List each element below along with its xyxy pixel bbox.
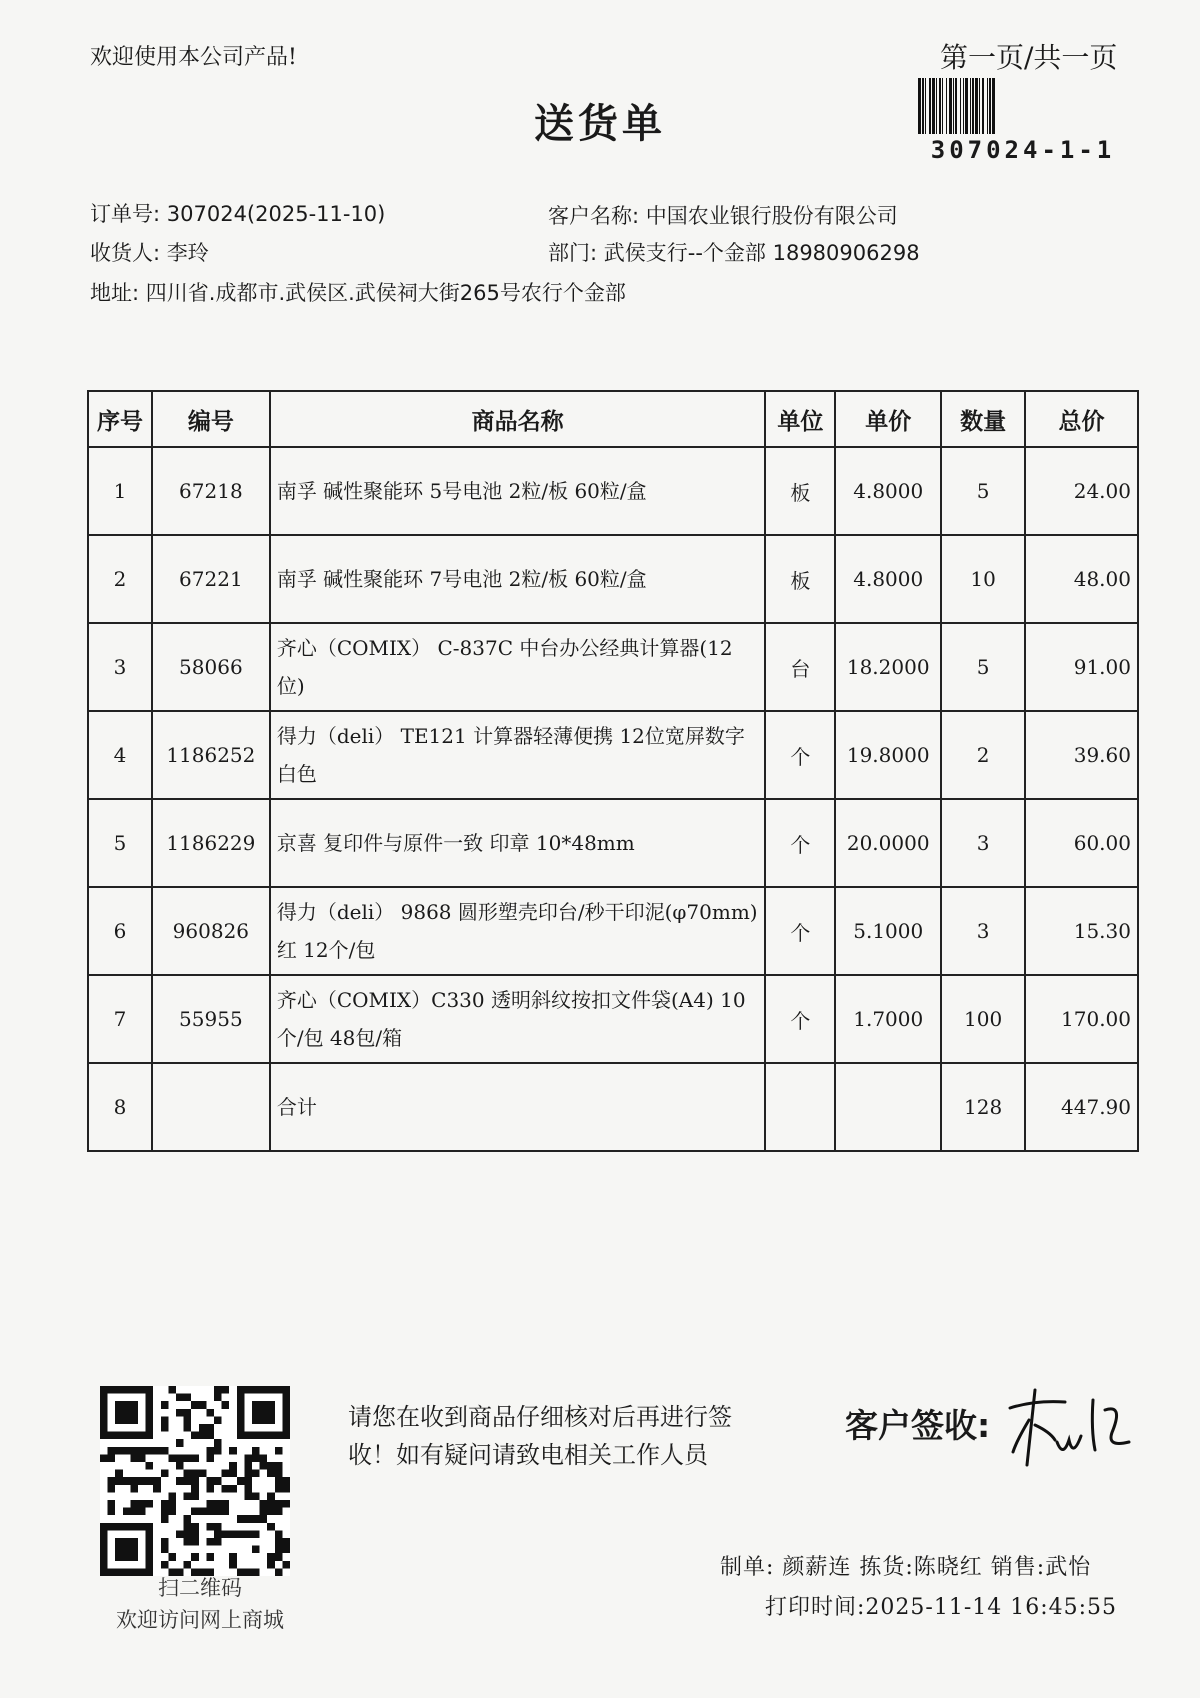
row-unit: 个 <box>765 799 835 887</box>
row-qty: 10 <box>941 535 1025 623</box>
row-no: 2 <box>88 535 152 623</box>
customer-name-field <box>548 200 898 230</box>
row-code: 67221 <box>152 535 270 623</box>
row-price: 18.2000 <box>835 623 941 711</box>
table-row <box>88 535 1138 623</box>
row-code: 960826 <box>152 887 270 975</box>
receipt-notice: 请您在收到商品仔细核对后再进行签收！如有疑问请致电相关工作人员 <box>348 1403 732 1469</box>
row-qty: 3 <box>941 887 1025 975</box>
department-field <box>548 237 920 267</box>
row-price: 4.8000 <box>835 447 941 535</box>
row-no: 6 <box>88 887 152 975</box>
qr-caption <box>80 1572 320 1636</box>
row-name: 得力（deli） 9868 圆形塑壳印台/秒干印泥(φ70mm)红 12个/包 <box>270 887 766 975</box>
row-qty: 5 <box>941 623 1025 711</box>
row-price: 5.1000 <box>835 887 941 975</box>
row-price: 1.7000 <box>835 975 941 1063</box>
row-name: 南孚 碱性聚能环 7号电池 2粒/板 60粒/盒 <box>270 535 766 623</box>
row-total: 24.00 <box>1025 447 1138 535</box>
row-price <box>835 1063 941 1151</box>
row-unit: 板 <box>765 447 835 535</box>
handwritten-signature <box>1005 1370 1135 1480</box>
row-price: 20.0000 <box>835 799 941 887</box>
address-value: 四川省.成都市.武侯区.武侯祠大街265号农行个金部 <box>145 281 626 305</box>
col-header-qty: 数量 <box>941 391 1025 447</box>
qr-caption-mall: 欢迎访问网上商城 <box>116 1608 284 1632</box>
row-total: 60.00 <box>1025 799 1138 887</box>
customer-name-label: 客户名称: <box>548 204 640 228</box>
qr-code <box>100 1386 290 1576</box>
col-header-name: 商品名称 <box>270 391 766 447</box>
document-title: 送货单 <box>534 101 666 147</box>
table-total-row <box>88 1063 1138 1151</box>
row-code: 55955 <box>152 975 270 1063</box>
address-label: 地址: <box>90 281 140 305</box>
row-code: 1186252 <box>152 711 270 799</box>
row-total: 447.90 <box>1025 1063 1138 1151</box>
row-unit: 台 <box>765 623 835 711</box>
row-price: 19.8000 <box>835 711 941 799</box>
row-unit: 个 <box>765 887 835 975</box>
row-price: 4.8000 <box>835 535 941 623</box>
page-indicator: 第一页/共一页 <box>940 41 1118 74</box>
row-code: 1186229 <box>152 799 270 887</box>
col-header-code: 编号 <box>152 391 270 447</box>
col-header-unit: 单位 <box>765 391 835 447</box>
address-field <box>90 277 626 307</box>
row-qty: 5 <box>941 447 1025 535</box>
row-total: 170.00 <box>1025 975 1138 1063</box>
order-number-value: 307024(2025-11-10) <box>166 202 386 226</box>
row-unit: 板 <box>765 535 835 623</box>
row-no: 4 <box>88 711 152 799</box>
row-qty: 100 <box>941 975 1025 1063</box>
row-no: 1 <box>88 447 152 535</box>
col-header-total: 总价 <box>1025 391 1138 447</box>
row-code: 58066 <box>152 623 270 711</box>
row-no: 8 <box>88 1063 152 1151</box>
row-total: 15.30 <box>1025 887 1138 975</box>
row-total: 48.00 <box>1025 535 1138 623</box>
row-name: 南孚 碱性聚能环 5号电池 2粒/板 60粒/盒 <box>270 447 766 535</box>
row-name: 京喜 复印件与原件一致 印章 10*48mm <box>270 799 766 887</box>
row-name: 合计 <box>270 1063 766 1151</box>
table-row <box>88 623 1138 711</box>
barcode-number: 307024-1-1 <box>930 136 1116 164</box>
order-number-field <box>90 198 385 228</box>
row-qty: 128 <box>941 1063 1025 1151</box>
table-row <box>88 887 1138 975</box>
row-no: 3 <box>88 623 152 711</box>
row-name: 齐心（COMIX）C330 透明斜纹按扣文件袋(A4) 10个/包 48包/箱 <box>270 975 766 1063</box>
table-row <box>88 799 1138 887</box>
receiver-field <box>90 237 209 267</box>
print-time: 打印时间:2025-11-14 16:45:55 <box>765 1595 1118 1620</box>
row-unit: 个 <box>765 975 835 1063</box>
row-total: 91.00 <box>1025 623 1138 711</box>
row-qty: 2 <box>941 711 1025 799</box>
order-number-label: 订单号: <box>90 202 161 226</box>
row-no: 7 <box>88 975 152 1063</box>
staff-line: 制单: 颜薪连 拣货:陈晓红 销售:武怡 <box>720 1555 1092 1580</box>
col-header-no: 序号 <box>88 391 152 447</box>
row-code: 67218 <box>152 447 270 535</box>
table-row <box>88 447 1138 535</box>
receiver-label: 收货人: <box>90 241 161 265</box>
table-row <box>88 711 1138 799</box>
customer-name-value: 中国农业银行股份有限公司 <box>645 204 898 228</box>
row-code <box>152 1063 270 1151</box>
row-unit: 个 <box>765 711 835 799</box>
department-value: 武侯支行--个金部 18980906298 <box>603 241 920 265</box>
qr-caption-scan: 扫二维码 <box>158 1576 242 1600</box>
table-header-row <box>88 391 1138 447</box>
welcome-text: 欢迎使用本公司产品! <box>90 45 297 70</box>
row-name: 得力（deli） TE121 计算器轻薄便携 12位宽屏数字 白色 <box>270 711 766 799</box>
row-no: 5 <box>88 799 152 887</box>
items-table <box>87 390 1139 1152</box>
table-row <box>88 975 1138 1063</box>
customer-sign-label: 客户签收: <box>845 1406 991 1445</box>
receiver-value: 李玲 <box>166 241 209 265</box>
row-total: 39.60 <box>1025 711 1138 799</box>
row-unit <box>765 1063 835 1151</box>
department-label: 部门: <box>548 241 598 265</box>
row-name: 齐心（COMIX） C-837C 中台办公经典计算器(12位) <box>270 623 766 711</box>
row-qty: 3 <box>941 799 1025 887</box>
col-header-price: 单价 <box>835 391 941 447</box>
